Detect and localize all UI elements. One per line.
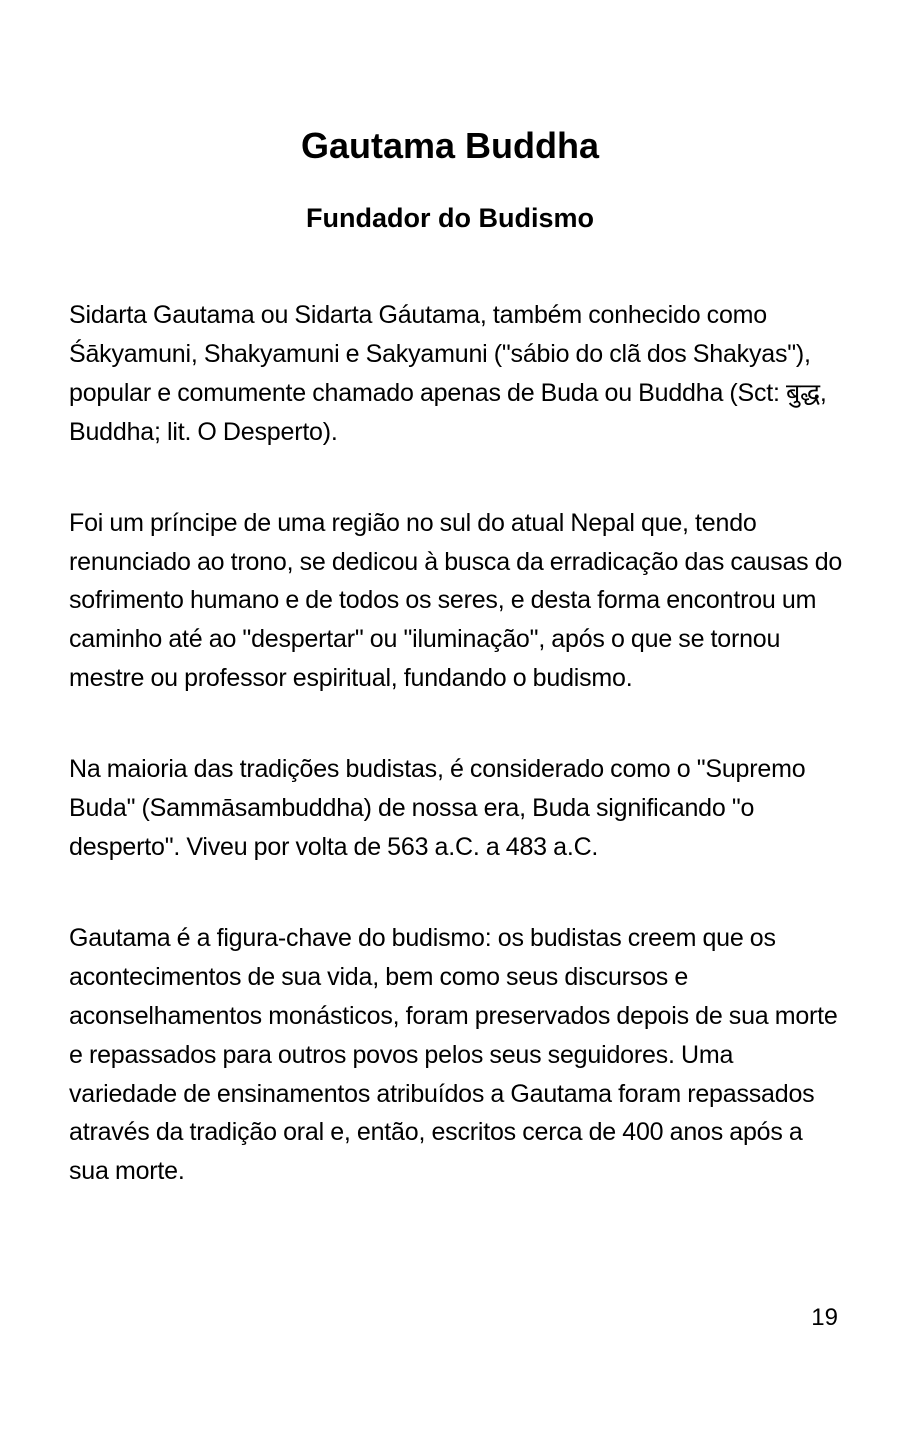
paragraph-2: Foi um príncipe de uma região no sul do atual Nepal que, tendo renunciado ao trono, se dedicou à busca da erradicação das causas do sofrimento humano e de todos os seres, e desta forma encontrou um caminho até ao "despertar" ou "iluminação", após o que se tornou mestre ou professor espiritual, fundando o budismo. [69, 508, 843, 693]
page-number: 19 [811, 1304, 838, 1331]
body-text [69, 296, 844, 1243]
paragraph-4: Gautama é a figura-chave do budismo: os budistas creem que os acontecimentos de sua vida, bem como seus discursos e aconselhamentos monásticos, foram preservados depois de sua morte e repassados para outros povos pelos seus seguidores. Uma variedade de ensinamentos atribuídos a Gautama foram repassados através da tradição oral e, então, escritos cerca de 400 anos após a sua morte. [69, 923, 838, 1186]
page-title: Gautama Buddha [300, 125, 600, 166]
page-subtitle: Fundador do Budismo [306, 203, 594, 233]
paragraph-3: Na maioria das tradições budistas, é considerado como o "Supremo Buda" (Sammāsambuddha) de nossa era, Buda significando "o desperto". Viveu por volta de 563 a.C. a 483 a.C. [69, 755, 806, 861]
paragraph-1: Sidarta Gautama ou Sidarta Gáutama, também conhecido como Śākyamuni, Shakyamuni e Sakyamuni ("sábio do clã dos Shakyas"), popular e comumente chamado apenas de Buda ou Buddha (Sct: बुद्ध, Buddha; lit. O Desperto). [69, 301, 827, 446]
